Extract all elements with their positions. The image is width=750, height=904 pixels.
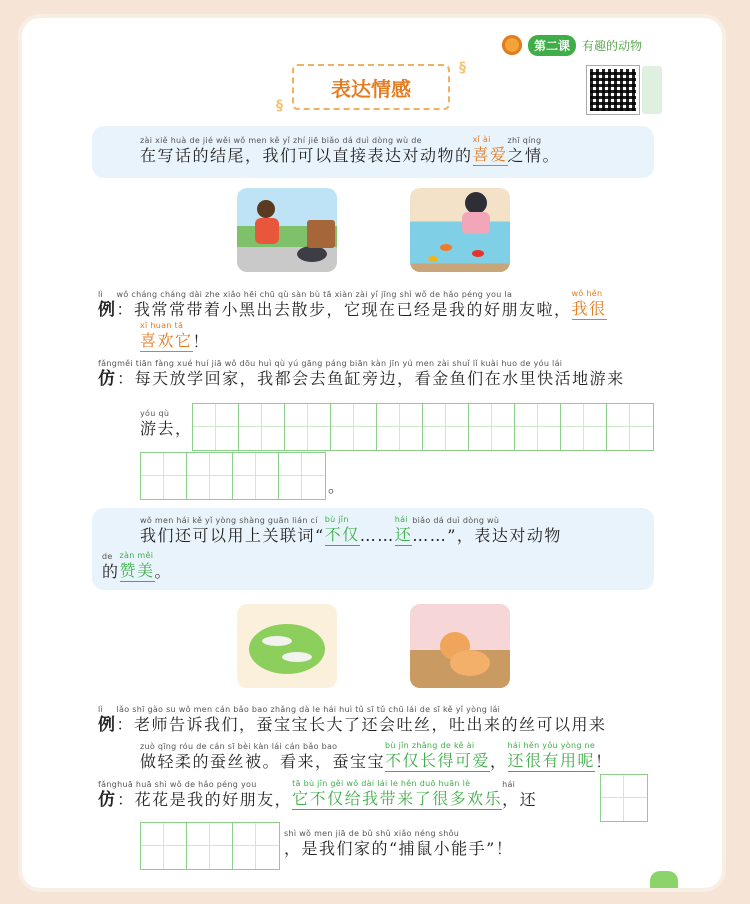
example-label: 例 bbox=[98, 300, 117, 320]
writing-grid-row2[interactable] bbox=[140, 452, 326, 500]
lion-icon bbox=[502, 35, 522, 55]
practice2-line1: fǎng 仿 huā huā shì wǒ de hǎo péng you ：花花是我的好朋友， tā bù jǐn gěi wǒ dài lái le hěn duō huān lè 它不仅给我带来了很多欢乐 hái ，还 bbox=[98, 779, 538, 810]
practice1-end-mark: 。 bbox=[328, 477, 345, 496]
cat-illustration bbox=[410, 604, 510, 688]
example1-line1: lì 例 wǒ cháng cháng dài zhe xiǎo hēi chū qù sàn bù tā xiàn zài yǐ jīng shì wǒ de hǎo péng you la ：我常常带着小黑出去散步，它现在已经是我的好朋友啦， wǒ hěn 我很 bbox=[98, 289, 607, 320]
tip2-line1: wǒ men hái kě yǐ yòng shàng guān lián cí 我们还可以用上关联词“ bù jǐn 不仅 …… hái 还 biǎo dá duì dòng wù ……”，表达对动物 bbox=[140, 515, 562, 545]
example2-line2: zuò qīng róu de cán sī bèi kàn lái cán bǎo bao 做轻柔的蚕丝被。看来，蚕宝宝 bù jǐn zhǎng de kě ài 不仅长得可爱 ， hái hěn yǒu yòng ne 还很有用呢 ！ bbox=[140, 741, 613, 771]
lesson-header bbox=[502, 34, 642, 56]
boy-walking-dog-illustration bbox=[237, 188, 337, 272]
section-title: § 表达情感 § bbox=[292, 64, 450, 110]
qr-side-tab bbox=[642, 66, 662, 114]
writing-grid-row4[interactable] bbox=[140, 822, 280, 870]
qr-code-icon[interactable] bbox=[587, 66, 639, 114]
writing-grid-row3[interactable] bbox=[600, 774, 648, 822]
silkworm-illustration bbox=[237, 604, 337, 688]
lesson-title: 有趣的动物 bbox=[582, 38, 643, 53]
intro-line: zài xiě huà de jié wěi wǒ men kě yǐ zhí jiē biǎo dá duì dòng wù de 在写话的结尾，我们可以直接表达对动物的 xǐ ài 喜爱 zhī qíng 之情。 bbox=[140, 135, 561, 165]
practice1-line2: yóu qù 游去， bbox=[140, 409, 193, 438]
example2-line1: lì 例 lǎo shī gào su wǒ men cán bǎo bao zhǎng dà le hái huì tǔ sī tǔ chū lái de sī kě yǐ yòng lái ：老师告诉我们，蚕宝宝长大了还会吐丝，吐出来的丝可以用来 bbox=[98, 705, 607, 735]
page-corner-tab bbox=[650, 871, 678, 888]
highlight-xiai: 喜爱 bbox=[472, 145, 508, 164]
lesson-badge: 第二课 bbox=[528, 35, 576, 56]
practice2-line2: shì wǒ men jiā de bǔ shǔ xiǎo néng shǒu ，是我们家的“捕鼠小能手”！ bbox=[284, 829, 514, 858]
practice1-line1: fǎng 仿 měi tiān fàng xué huí jiā wǒ dōu huì qù yú gāng páng biān kàn jīn yú men zài shuǐ lǐ kuài huo de yóu lái ：每天放学回家，我都会去鱼缸旁边，看金鱼们在水里快活地游来 bbox=[98, 359, 625, 389]
tip2-line2: de 的 zàn měi 赞美 。 bbox=[102, 551, 173, 581]
example1-line2: xǐ huan tā 喜欢它 ！ bbox=[140, 321, 211, 351]
girl-fish-tank-illustration bbox=[410, 188, 510, 272]
writing-grid-row1[interactable] bbox=[192, 403, 654, 451]
practice-label: 仿 bbox=[98, 369, 117, 389]
workbook-page bbox=[22, 18, 722, 888]
